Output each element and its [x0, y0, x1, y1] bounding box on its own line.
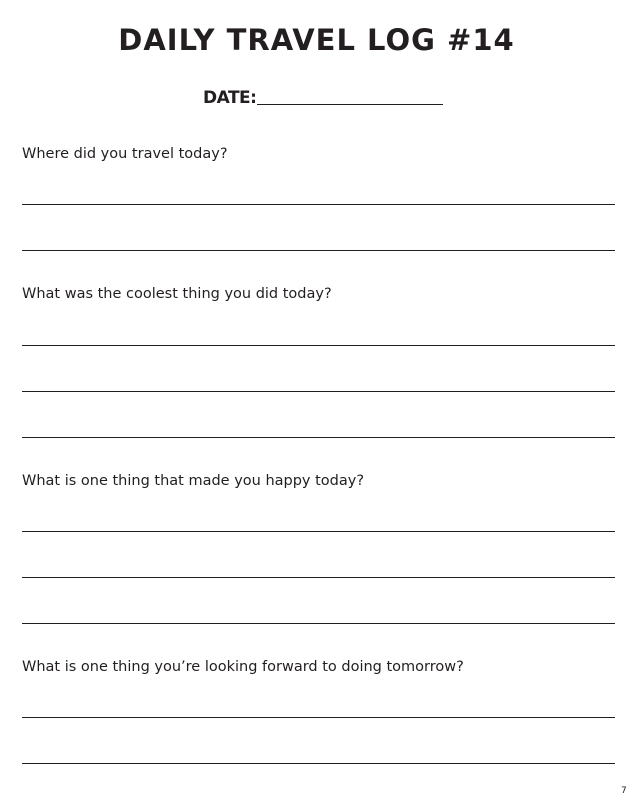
- answer-line[interactable]: [22, 763, 615, 764]
- question-4: What is one thing you’re looking forward to doing tomorrow?: [22, 659, 464, 675]
- question-3: What is one thing that made you happy today?: [22, 473, 365, 489]
- answer-line[interactable]: [22, 204, 615, 205]
- answer-line[interactable]: [22, 577, 615, 578]
- answer-line[interactable]: [22, 717, 615, 718]
- answer-line[interactable]: [22, 531, 615, 532]
- answer-line[interactable]: [22, 391, 615, 392]
- question-1: Where did you travel today?: [22, 146, 228, 162]
- answer-line[interactable]: [22, 250, 615, 251]
- date-field: [203, 86, 443, 108]
- answer-line[interactable]: [22, 437, 615, 438]
- date-label: DATE:: [203, 88, 257, 108]
- question-2: What was the coolest thing you did today?: [22, 286, 332, 302]
- date-blank-line[interactable]: [257, 104, 443, 105]
- page-title: DAILY TRAVEL LOG #14: [118, 23, 515, 57]
- page-number: 7: [621, 786, 627, 796]
- answer-line[interactable]: [22, 345, 615, 346]
- answer-line[interactable]: [22, 623, 615, 624]
